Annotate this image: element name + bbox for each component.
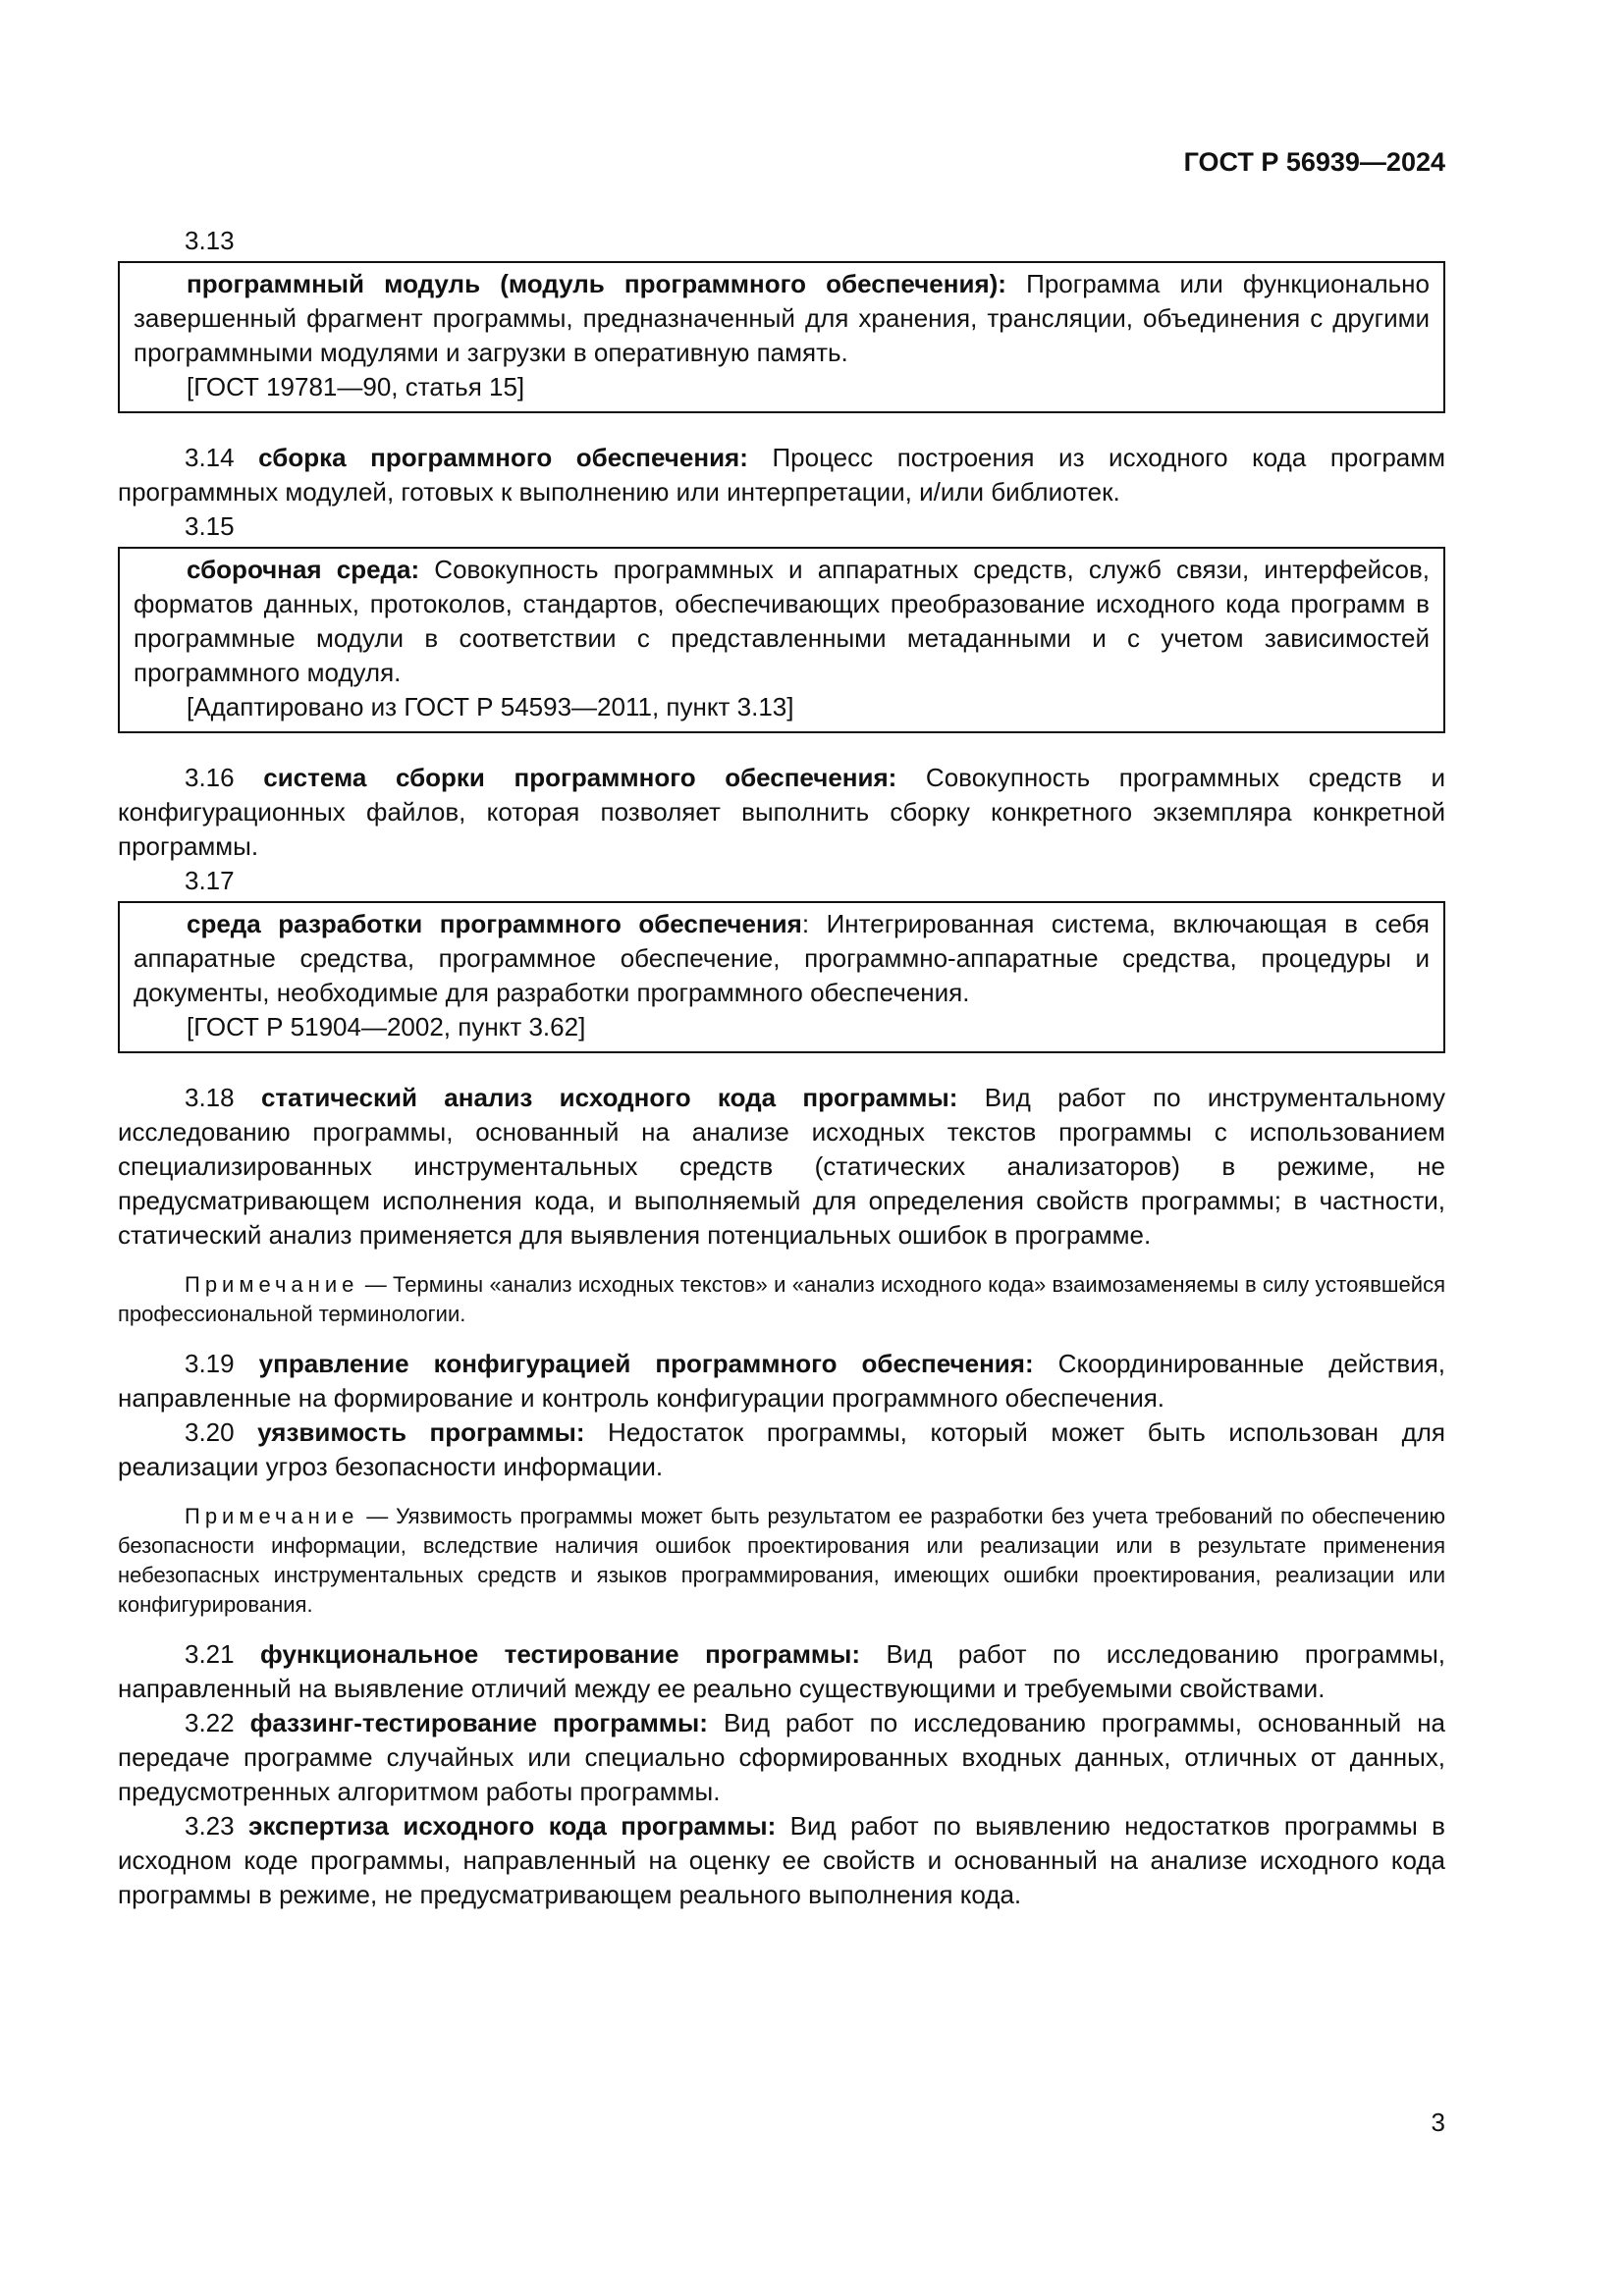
term-definition: Скоординированные действия, направленные на формирование и контроль конфигурации программного обеспечения. bbox=[118, 1349, 1446, 1413]
definition-paragraph bbox=[118, 1347, 1445, 1415]
term-number: 3.23 bbox=[185, 1811, 249, 1841]
term-definition: Процесс построения из исходного кода программ программных модулей, готовых к выполнению или интерпретации, и/или библиотек. bbox=[118, 443, 1446, 507]
term-title: экспертиза исходного кода программы: bbox=[248, 1811, 777, 1841]
term-number: 3.16 bbox=[185, 763, 264, 792]
term-definition: Вид работ по исследованию программы, основанный на передаче программе случайных или специально сформированных входных данных, отличных от данных, предусмотренных алгоритмом работы программы. bbox=[118, 1708, 1446, 1806]
document-body bbox=[118, 224, 1445, 1912]
term-title: среда разработки программного обеспечения bbox=[187, 909, 802, 938]
term-definition: Вид работ по исследованию программы, направленный на выявление отличий между ее реально существующими и требуемыми свойствами. bbox=[118, 1639, 1445, 1703]
definition-paragraph bbox=[118, 1415, 1445, 1484]
term-title: фаззинг-тестирование программы: bbox=[249, 1708, 708, 1737]
definition-paragraph bbox=[118, 761, 1445, 864]
term-title: уязвимость программы: bbox=[257, 1417, 585, 1447]
definition-paragraph bbox=[118, 441, 1445, 509]
term-title: функциональное тестирование программы: bbox=[260, 1639, 861, 1669]
term-title: статический анализ исходного кода программы: bbox=[260, 1083, 958, 1112]
note-label: Примечание bbox=[185, 1504, 359, 1528]
definition-paragraph bbox=[118, 1706, 1445, 1809]
term-definition: Вид работ по инструментальному исследованию программы, основанный на анализе исходных текстов программы с использованием специализированных инструментальных средств (статических анализаторов) в режиме, не предусматривающем исполнения кода, и выполняемый для определения свойств программы; в частности, статический анализ применяется для выявления потенциальных ошибок в программе. bbox=[118, 1083, 1446, 1250]
term-definition: Совокупность программных средств и конфигурационных файлов, которая позволяет выполнить сборку конкретного экземпляра конкретной программы. bbox=[118, 763, 1445, 861]
term-title: сборочная среда: bbox=[187, 555, 420, 584]
term-title: сборка программного обеспечения: bbox=[258, 443, 748, 472]
definition-source: [Адаптировано из ГОСТ Р 54593—2011, пункт 3.13] bbox=[187, 692, 794, 721]
term-title: управление конфигурацией программного обеспечения: bbox=[258, 1349, 1034, 1378]
term-number: 3.22 bbox=[185, 1708, 250, 1737]
term-definition: : Интегрированная система, включающая в себя аппаратные средства, программное обеспечение, программно-аппаратные средства, процедуры и документы, необходимые для разработки программного обеспечения. bbox=[134, 909, 1430, 1007]
definition-paragraph bbox=[118, 1809, 1445, 1912]
term-number: 3.21 bbox=[185, 1639, 261, 1669]
term-definition: Совокупность программных и аппаратных средств, служб связи, интерфейсов, форматов данных, протоколов, стандартов, обеспечивающих преобразование исходного кода программ в программные модули в соответствии с представленными метаданными и с учетом зависимостей программного модуля. bbox=[134, 555, 1430, 687]
note-paragraph bbox=[118, 1270, 1445, 1329]
definition-paragraph bbox=[134, 267, 1430, 370]
term-number: 3.17 bbox=[185, 866, 235, 895]
term-number: 3.15 bbox=[185, 511, 235, 541]
note-text: — Термины «анализ исходных текстов» и «анализ исходного кода» взаимозаменяемы в силу устоявшейся профессиональной терминологии. bbox=[118, 1272, 1445, 1326]
quoted-definition-box bbox=[118, 901, 1445, 1053]
definition-source: [ГОСТ Р 51904—2002, пункт 3.62] bbox=[187, 1012, 586, 1041]
note-paragraph bbox=[118, 1502, 1445, 1620]
term-number: 3.18 bbox=[185, 1083, 261, 1112]
term-number: 3.19 bbox=[185, 1349, 259, 1378]
term-definition: Недостаток программы, который может быть использован для реализации угроз безопасности информации. bbox=[118, 1417, 1446, 1481]
term-number: 3.13 bbox=[185, 226, 235, 255]
term-title: система сборки программного обеспечения: bbox=[263, 763, 897, 792]
definition-paragraph bbox=[134, 907, 1430, 1010]
term-title: программный модуль (модуль программного обеспечения): bbox=[187, 269, 1006, 298]
document-number: ГОСТ Р 56939—2024 bbox=[1183, 147, 1445, 177]
quoted-definition-box bbox=[118, 261, 1445, 413]
term-number: 3.14 bbox=[185, 443, 259, 472]
definition-paragraph bbox=[118, 1081, 1445, 1253]
term-number: 3.20 bbox=[185, 1417, 258, 1447]
page-number: 3 bbox=[1431, 2108, 1445, 2137]
term-definition: Программа или функционально завершенный фрагмент программы, предназначенный для хранения, трансляции, объединения с другими программными модулями и загрузки в оперативную память. bbox=[134, 269, 1430, 367]
quoted-definition-box bbox=[118, 547, 1445, 733]
definition-paragraph bbox=[134, 553, 1430, 690]
note-label: Примечание bbox=[185, 1272, 359, 1297]
definition-paragraph bbox=[118, 1637, 1445, 1706]
term-definition: Вид работ по выявлению недостатков программы в исходном коде программы, направленный на оценку ее свойств и основанный на анализе исходного кода программы в режиме, не предусматривающем реального выполнения кода. bbox=[118, 1811, 1445, 1909]
note-text: — Уязвимость программы может быть результатом ее разработки без учета требований по обеспечению безопасности информации, вследствие наличия ошибок проектирования или реализации или в результате применения небезопасных инструментальных средств и языков программирования, имеющих ошибки проектирования, реализации или конфигурирования. bbox=[118, 1504, 1445, 1617]
definition-source: [ГОСТ 19781—90, статья 15] bbox=[187, 372, 525, 401]
